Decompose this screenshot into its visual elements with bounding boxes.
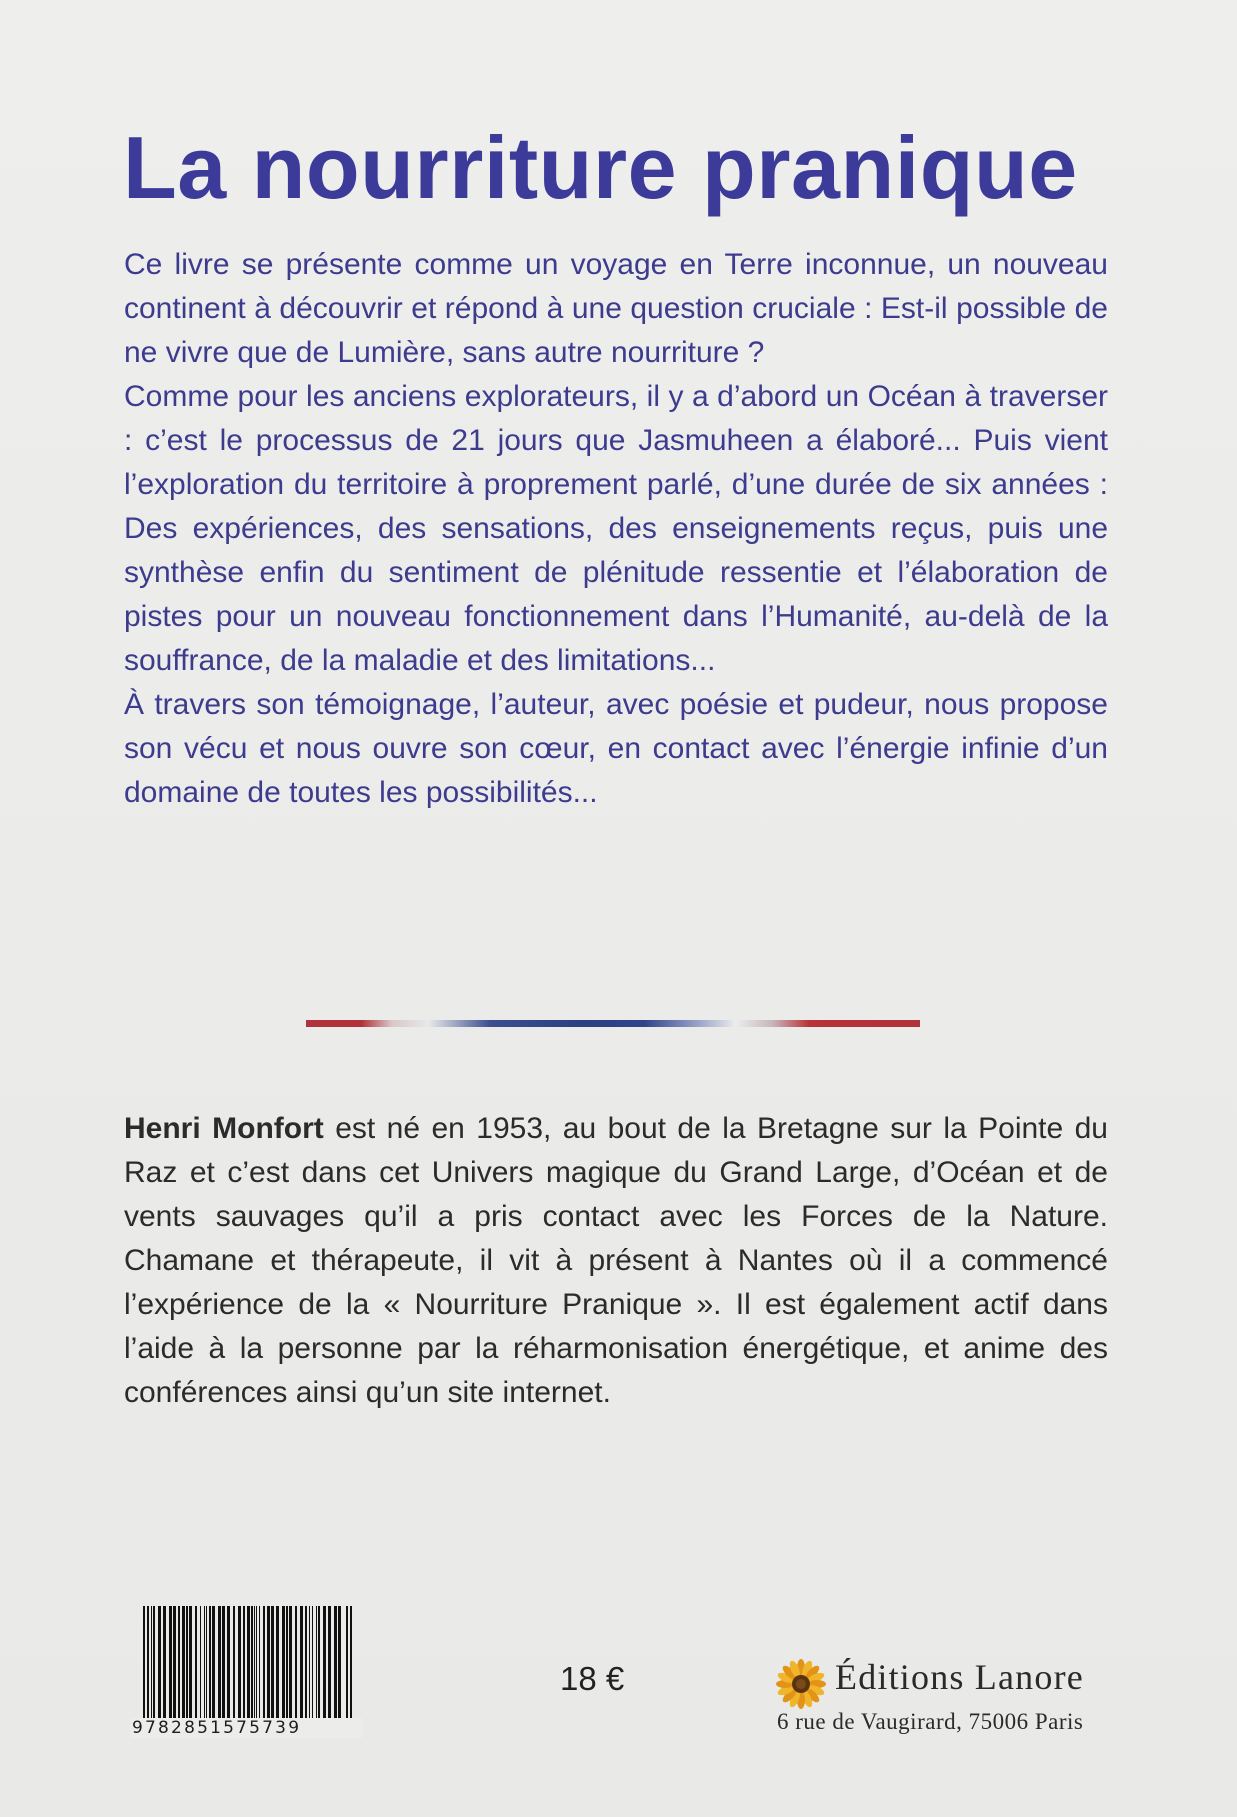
barcode-bar xyxy=(147,1606,149,1734)
tricolor-divider xyxy=(306,1020,920,1027)
book-title: La nourriture pranique xyxy=(123,118,1078,217)
author-name: Henri Monfort xyxy=(124,1112,324,1145)
blurb-paragraph-1: Ce livre se présente comme un voyage en Terre inconnue, un nouveau continent à découvrir et répond à une question cruciale : Est-il possible de ne vivre que de Lumière, sans autre nourriture ? xyxy=(124,248,1108,369)
barcode-bar xyxy=(295,1606,297,1718)
barcode-bar xyxy=(305,1606,307,1718)
barcode-bar xyxy=(204,1606,205,1718)
barcode-bar xyxy=(182,1606,185,1718)
barcode-bar xyxy=(227,1606,230,1718)
barcode-bar xyxy=(309,1606,310,1718)
barcode-bar xyxy=(312,1606,313,1718)
barcode-bar xyxy=(143,1606,145,1734)
blurb-paragraph-3: À travers son témoignage, l’auteur, avec poésie et pudeur, nous propose son vécu et nous ouvre son cœur, en contact avec l’énergie infinie d’un domaine de toutes les possibilités... xyxy=(124,688,1108,809)
blurb-paragraph-2: Comme pour les anciens explorateurs, il y a d’abord un Océan à traverser : c’est le processus de 21 jours que Jasmuheen a élaboré... Puis vient l’exploration du territoire à proprement parlé, d’une durée de six années : Des expériences, des sensations, des enseignements reçus, puis une synthèse enfin du sentiment de plénitude ressentie et l’élaboration de pistes pour un nouveau fonctionnement dans l’Humanité, au-delà de la souffrance, de la maladie et des limitations... xyxy=(124,380,1108,677)
publisher-address: 6 rue de Vaugirard, 75006 Paris xyxy=(777,1709,1084,1734)
barcode-bars xyxy=(141,1606,354,1734)
barcode-bar xyxy=(200,1606,201,1718)
barcode-bar xyxy=(247,1606,250,1718)
barcode-bar xyxy=(195,1606,197,1718)
barcode-bar xyxy=(254,1606,255,1718)
book-blurb xyxy=(124,243,1108,815)
barcode-bar xyxy=(334,1606,337,1718)
barcode-bar xyxy=(289,1606,292,1718)
barcode-bar xyxy=(212,1606,215,1718)
barcode-bar xyxy=(218,1606,221,1718)
barcode-bar xyxy=(286,1606,288,1718)
barcode-bar xyxy=(300,1606,303,1718)
barcode-bar xyxy=(338,1606,341,1718)
barcode-bar xyxy=(259,1606,260,1718)
author-bio-text: est né en 1953, au bout de la Bretagne sur la Pointe du Raz et c’est dans cet Univers magique du Grand Large, d’Océan et de vents sauvages qu’il a pris contact avec les Forces de la Nature. Chamane et thérapeute, il vit à présent à Nantes où il a commencé l’expérience de la « Nourriture Pranique ». Il est également actif dans l’aide à la personne par la réharmonisation énergétique, et anime des conférences ainsi qu’un site internet. xyxy=(124,1112,1108,1409)
barcode-bar xyxy=(267,1606,270,1718)
publisher-name: Éditions Lanore xyxy=(835,1657,1084,1697)
barcode-bar xyxy=(271,1606,274,1718)
barcode-bar xyxy=(243,1606,245,1718)
barcode-bar xyxy=(163,1606,166,1718)
barcode-bar xyxy=(189,1606,192,1718)
barcode-bar xyxy=(206,1606,207,1718)
barcode-bar xyxy=(282,1606,285,1718)
barcode-bar xyxy=(173,1606,176,1718)
barcode-bar xyxy=(256,1606,257,1718)
barcode-bar xyxy=(222,1606,225,1718)
barcode-bar xyxy=(318,1606,320,1718)
barcode-bar xyxy=(158,1606,161,1718)
barcode-bar xyxy=(323,1606,326,1718)
barcode-bar xyxy=(151,1606,152,1718)
barcode-bar xyxy=(233,1606,235,1718)
barcode-bar xyxy=(276,1606,279,1718)
barcode-bar xyxy=(350,1606,352,1734)
price: 18 € xyxy=(560,1660,625,1697)
barcode-bar xyxy=(251,1606,253,1718)
author-bio xyxy=(124,1107,1108,1415)
isbn-barcode xyxy=(141,1606,354,1734)
barcode-bar xyxy=(328,1606,331,1718)
barcode-bar xyxy=(316,1606,317,1718)
barcode-bar xyxy=(346,1606,348,1734)
sunflower-icon xyxy=(776,1659,826,1709)
barcode-bar xyxy=(169,1606,172,1718)
barcode-bar xyxy=(153,1606,155,1718)
barcode-bar xyxy=(178,1606,180,1718)
barcode-bar xyxy=(263,1606,265,1718)
barcode-bar xyxy=(186,1606,188,1718)
barcode-bar xyxy=(209,1606,211,1718)
isbn-number: 9782851575739 xyxy=(130,1718,362,1738)
barcode-bar xyxy=(238,1606,241,1718)
